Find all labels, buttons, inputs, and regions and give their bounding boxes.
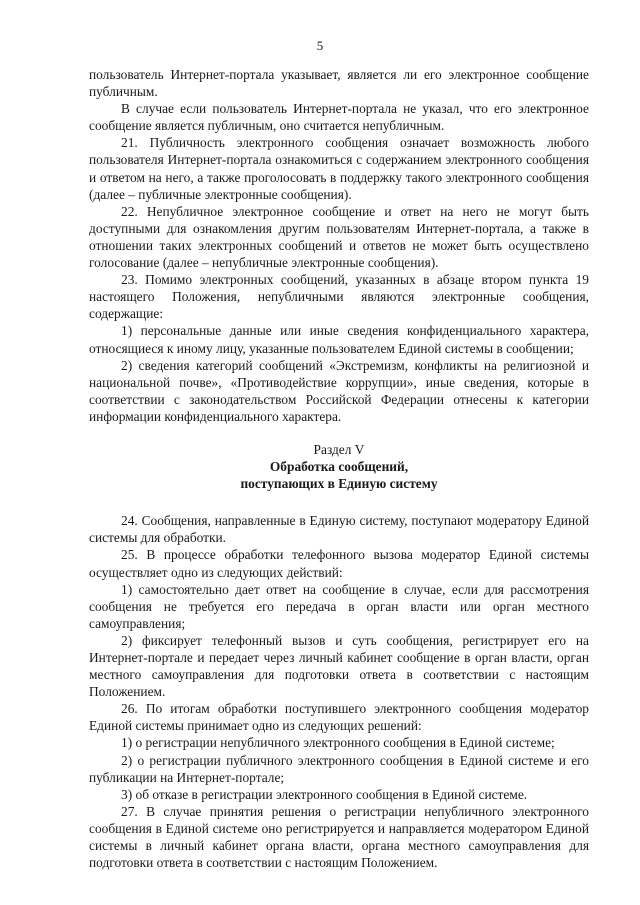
page-number: 5 xyxy=(316,38,324,53)
section-title-line-2: поступающих в Единую систему xyxy=(240,476,438,492)
paragraph-26-item-1: 1) о регистрации непубличного электронного сообщения в Единой системе; xyxy=(121,735,555,751)
paragraph-non-public-default: В случае если пользователь Интернет-портала не указал, что его электронное сообщение является публичным, оно считается непубличным. xyxy=(89,101,589,134)
section-title-line-1: Обработка сообщений, xyxy=(269,459,409,475)
section-heading xyxy=(89,441,589,492)
section-label: Раздел V xyxy=(313,441,365,457)
paragraph-26-item-2: 2) о регистрации публичного электронного сообщения в Единой системе и его публикации на Интернет-портале; xyxy=(89,752,589,785)
paragraph-25-item-2: 2) фиксирует телефонный вызов и суть сообщения, регистрирует его на Интернет-портале и передает через личный кабинет сообщение в орган власти, орган местного самоуправления для подготовки ответа в соответствии с настоящим Положением. xyxy=(89,632,589,700)
paragraph-continuation: пользователь Интернет-портала указывает, является ли его электронное сообщение публичным. xyxy=(89,67,589,100)
paragraph-27: 27. В случае принятия решения о регистрации непубличного электронного сообщения в Единой системе оно регистрируется и направляется модератором Единой системы в личный кабинет органа власти, органа местного самоуправления для подготовки ответа в соответствии с настоящим Положением. xyxy=(89,803,589,871)
paragraph-22: 22. Непубличное электронное сообщение и ответ на него не могут быть доступными для ознакомления другим пользователям Интернет-портала, а также в отношении таких электронных сообщений и ответов не может быть осуществлено голосование (далее – непубличные электронные сообщения). xyxy=(89,203,589,271)
paragraph-21: 21. Публичность электронного сообщения означает возможность любого пользователя Интернет-портала ознакомиться с содержанием электронного сообщения и ответом на него, а также проголосовать в поддержку такого электронного сообщения (далее – публичные электронные сообщения). xyxy=(89,135,589,202)
document-body xyxy=(89,66,589,871)
paragraph-26: 26. По итогам обработки поступившего электронного сообщения модератор Единой системы принимает одно из следующих решений: xyxy=(89,701,589,734)
paragraph-24: 24. Сообщения, направленные в Единую систему, поступают модератору Единой системы для обработки. xyxy=(89,513,589,546)
paragraph-25-item-1: 1) самостоятельно дает ответ на сообщение в случае, если для рассмотрения сообщения не требуется его передача в орган власти или орган местного самоуправления; xyxy=(89,581,589,631)
paragraph-23: 23. Помимо электронных сообщений, указанных в абзаце втором пункта 19 настоящего Положения, непубличными являются электронные сообщения, содержащие: xyxy=(89,272,589,322)
paragraph-26-item-3: 3) об отказе в регистрации электронного сообщения в Единой системе. xyxy=(121,786,528,802)
paragraph-23-item-2: 2) сведения категорий сообщений «Экстремизм, конфликты на религиозной и национальной почве», «Противодействие коррупции», иные сведения, которые в соответствии с законодательством Российской Федерации отнесены к категории информации конфиденциального характера. xyxy=(89,357,589,424)
paragraph-25: 25. В процессе обработки телефонного вызова модератор Единой системы осуществляет одно из следующих действий: xyxy=(89,547,589,580)
paragraph-23-item-1: 1) персональные данные или иные сведения конфиденциального характера, относящиеся к иному лицу, указанные пользователем Единой системы в сообщении; xyxy=(89,323,589,356)
